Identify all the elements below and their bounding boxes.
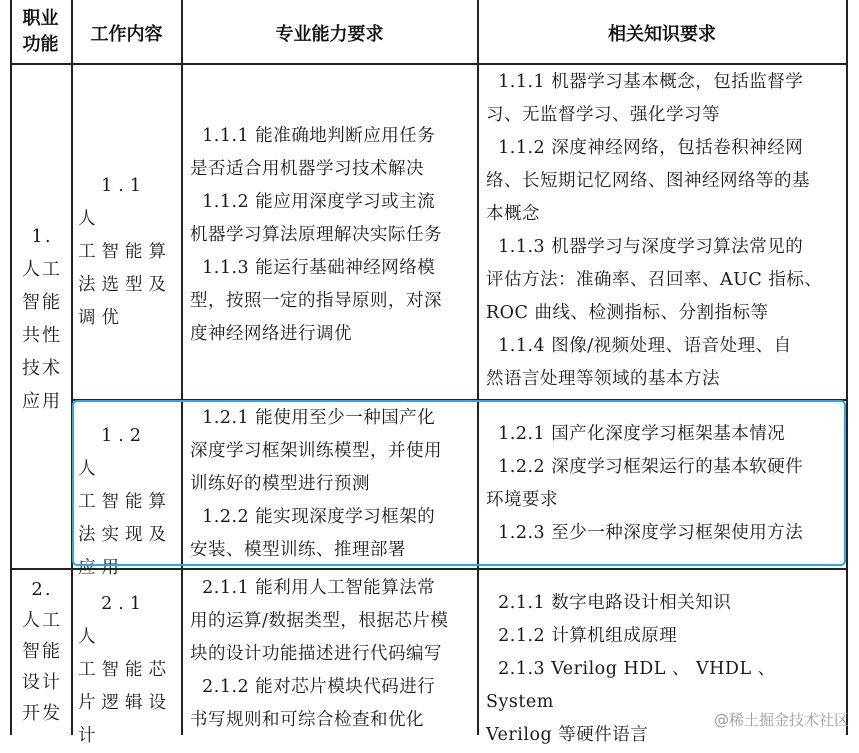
highlight-box [72,400,846,566]
header-knowledge-requirements: 相关知识要求 [608,24,716,45]
work-content-cell: 2.1 人 工智能芯 片逻辑设 计 [78,594,172,746]
knowledge-requirements-cell: 2.1.1 数字电路设计相关知识 2.1.2 计算机组成原理 2.1.3 Verilog HDL 、 VHDL 、 System Verilog 等硬件语言 [486,593,776,745]
role-cell: 2. 人工 智能 设计 开发 [22,579,62,724]
grid-line [10,0,12,735]
skill-requirements-cell: 1.1.1 能准确地判断应用任务 是否适合用机器学习技术解决 1.1.2 能应用深度学习或主流 机器学习算法原理解决实际任务 1.1.3 能运行基础神经网络模 型，按照一定的指导原则，对深 度神经网络进行调优 [190,126,442,344]
grid-line [71,0,73,735]
grid-line [846,0,848,735]
header-skill-requirements: 专业能力要求 [275,24,384,45]
watermark: @稀土掘金技术社区 [713,711,849,729]
skill-requirements-cell: 1.2.1 能使用至少一种国产化 深度学习框架训练模型，并使用 训练好的模型进行预测 1.2.2 能实现深度学习框架的 安装、模型训练、推理部署 [190,408,442,560]
header-role-line1: 职业 [22,8,59,29]
header-work-content: 工作内容 [90,24,163,45]
knowledge-requirements-cell: 1.1.1 机器学习基本概念，包括监督学 习、无监督学习、强化学习等 1.1.2 深度神经网络，包括卷积神经网 络、长短期记忆网络、图神经网络等的基 本概念 1.1.3 机器学习与深度学习算法常见的 评估方法：准确率、召回率、AUC 指标、 ROC 曲线、检测指标、分割指标等 1.1.4 图像/视频处理、语音处理、自 然语言处理等领域的基本方法 [486,72,823,389]
role-cell: 1. 人工 智能 共性 技术 应用 [22,226,62,412]
work-content-cell: 1.1 人 工智能算 法选型及 调优 [78,176,172,328]
work-content-cell: 1.2 人 工智能算 法实现及 应用 [78,426,172,578]
header-role [10,6,71,58]
skill-requirements-cell: 2.1.1 能利用人工智能算法常 用的运算/数据类型，根据芯片模 块的设计功能描述进行代码编写 2.1.2 能对芯片模块代码进行 书写规则和可综合检查和优化 [190,578,449,730]
knowledge-requirements-cell: 1.2.1 国产化深度学习框架基本情况 1.2.2 深度学习框架运行的基本软硬件 环境要求 1.2.3 至少一种深度学习框架使用方法 [486,424,804,543]
grid-line [10,63,847,65]
header-role-line2: 功能 [22,34,59,55]
